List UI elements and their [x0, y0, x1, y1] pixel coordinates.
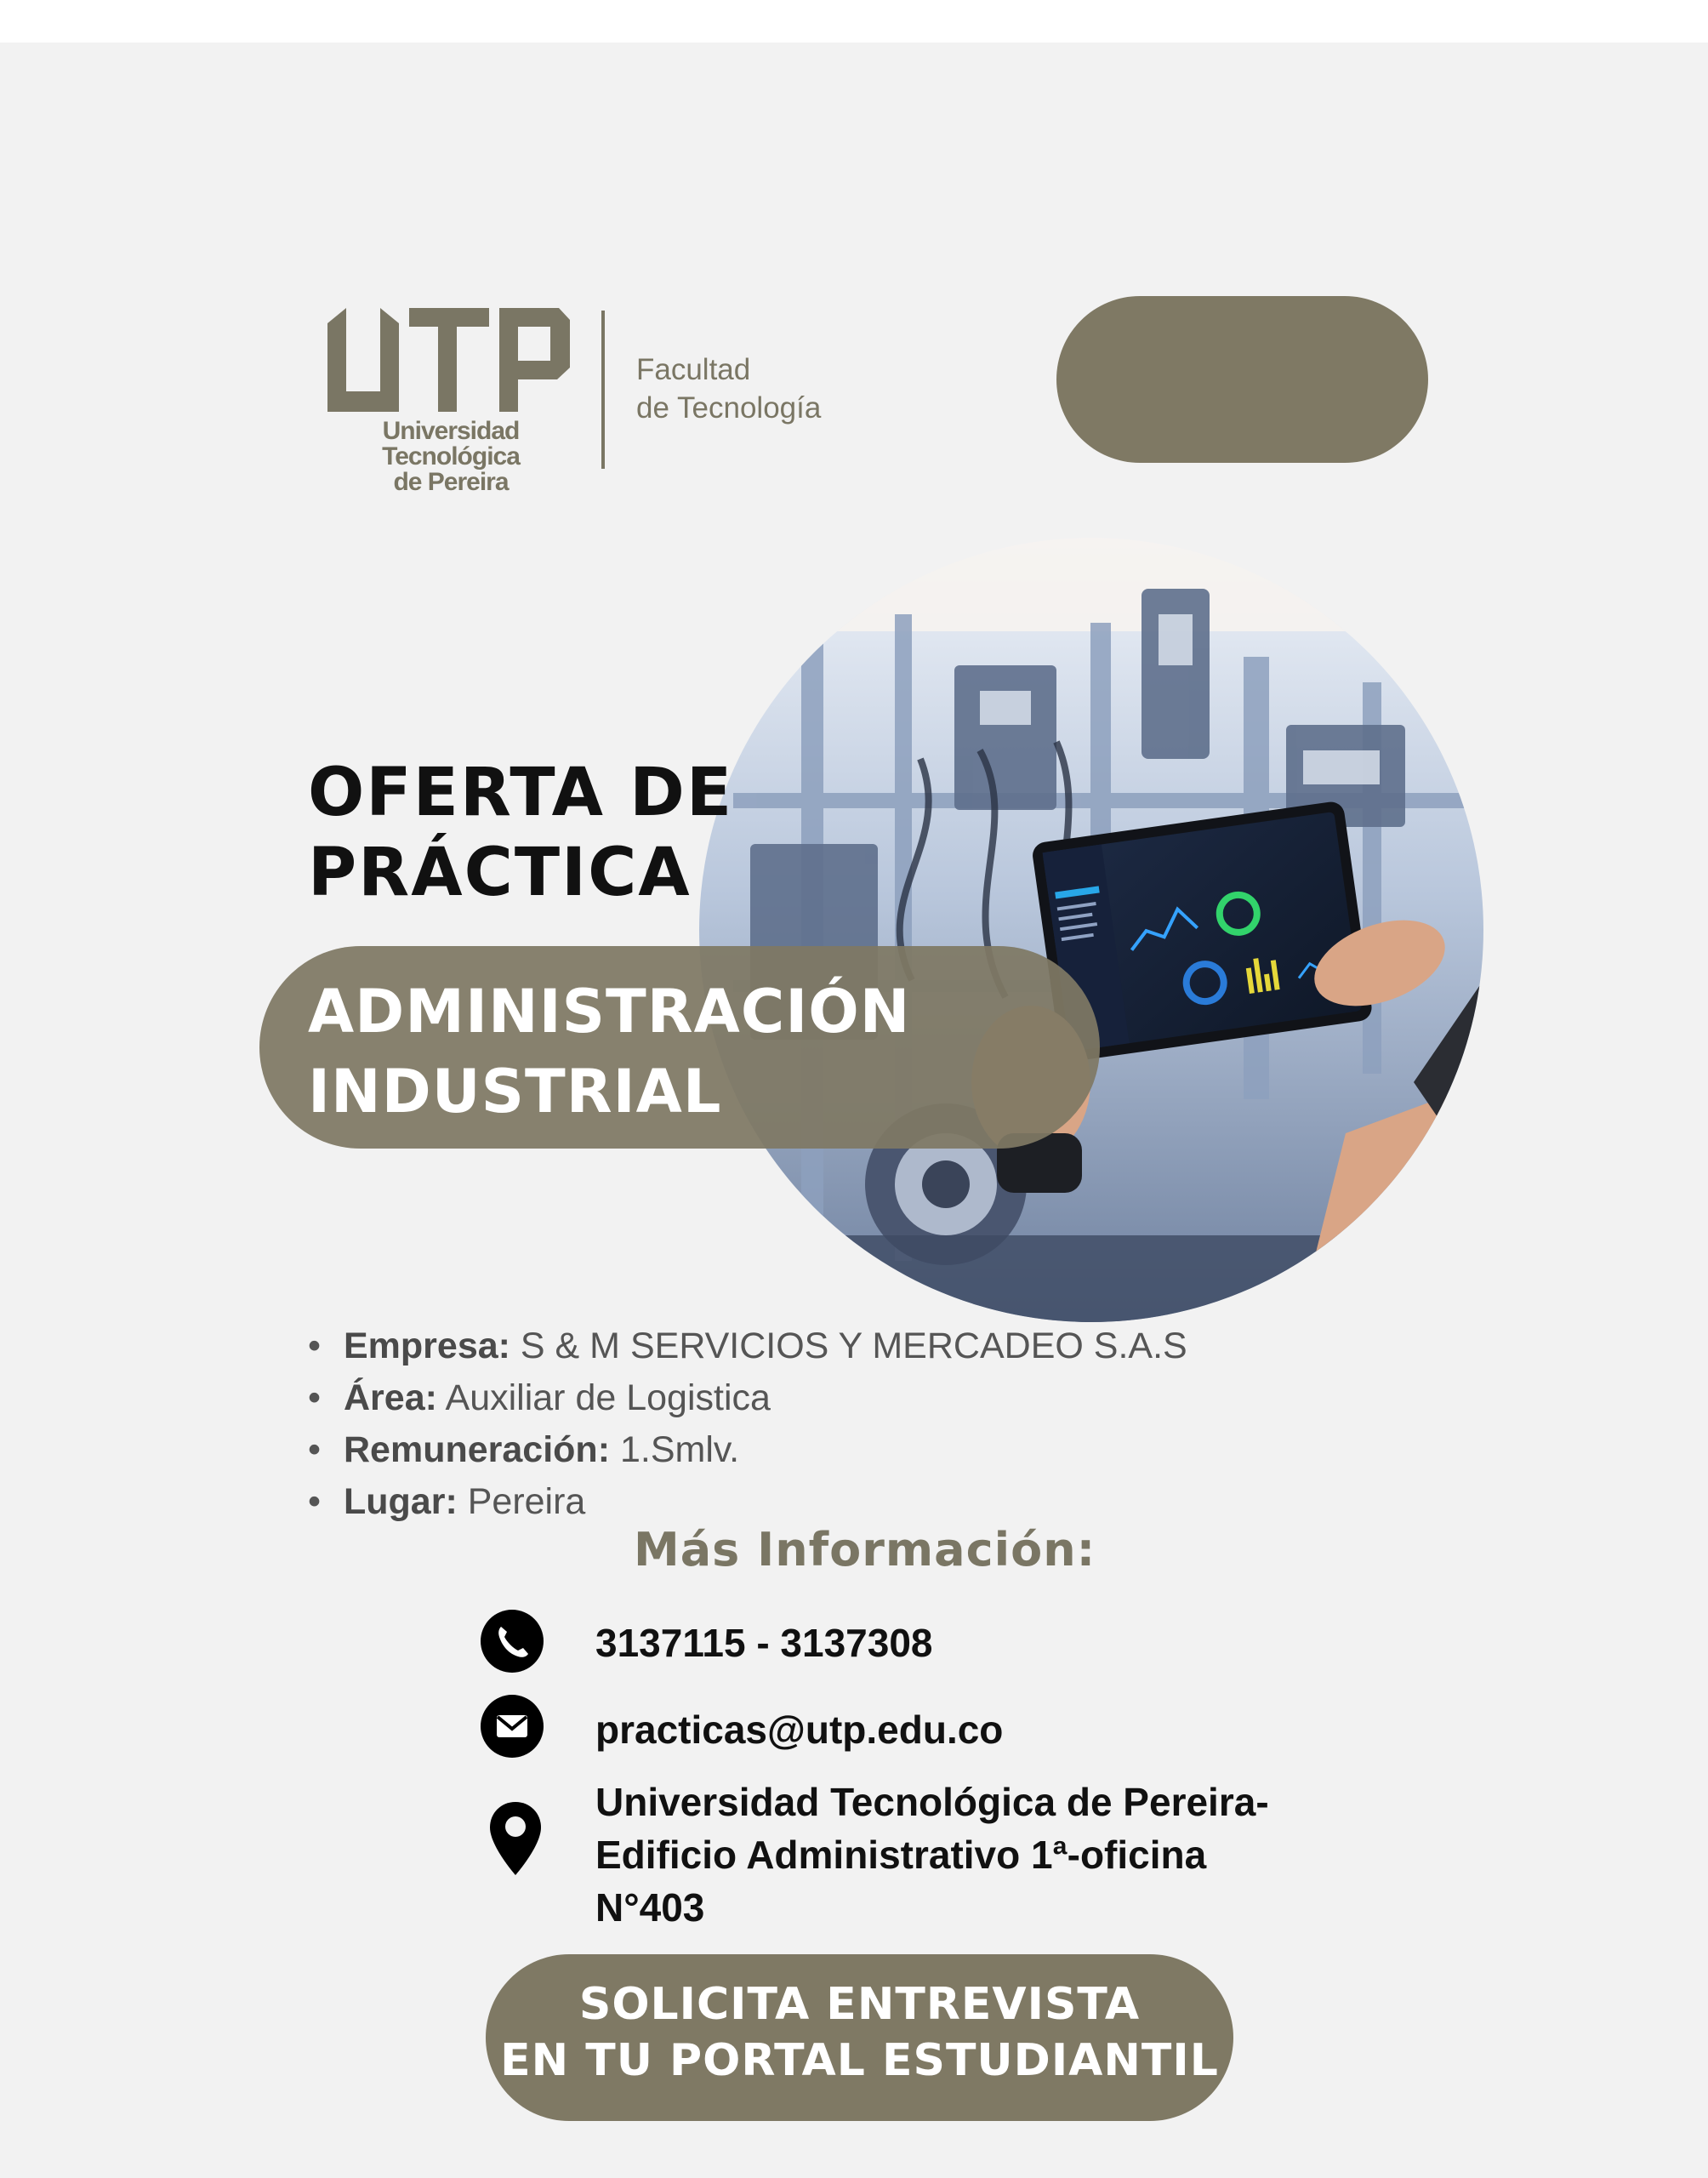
- detail-location-value: Pereira: [457, 1481, 586, 1522]
- program-name-line2: INDUSTRIAL: [308, 1057, 722, 1126]
- offer-title-line1: OFERTA DE: [308, 755, 734, 831]
- bullet-dot: •: [308, 1377, 322, 1418]
- detail-location: [308, 1476, 1244, 1528]
- industrial-tablet-photo: [699, 538, 1483, 1322]
- university-name-line2: de Pereira: [393, 468, 509, 496]
- phone-icon: [481, 1610, 544, 1673]
- program-name-line1: ADMINISTRACIÓN: [308, 977, 911, 1046]
- detail-company: [308, 1320, 1244, 1372]
- apply-interview-line2: EN TU PORTAL ESTUDIANTIL: [500, 2035, 1219, 2086]
- address: [595, 1776, 1269, 1934]
- bullet-dot: •: [308, 1481, 322, 1522]
- email-address[interactable]: practicas@utp.edu.co: [595, 1708, 1004, 1752]
- offer-details-list: [308, 1320, 1244, 1528]
- address-line1: Universidad Tecnológica de Pereira-: [595, 1780, 1269, 1824]
- address-line2: Edificio Administrativo 1ª-oficina: [595, 1833, 1207, 1877]
- faculty-name: [636, 351, 821, 427]
- phone-numbers[interactable]: 3137115 - 3137308: [595, 1621, 933, 1665]
- address-line3: N°403: [595, 1885, 705, 1930]
- program-name: [308, 972, 910, 1132]
- university-name: [323, 419, 578, 495]
- detail-company-value: S & M SERVICIOS Y MERCADEO S.A.S: [510, 1326, 1187, 1366]
- top-decorative-pill: [1056, 296, 1428, 463]
- detail-salary-value: 1.Smlv.: [610, 1429, 740, 1470]
- apply-interview-label[interactable]: [486, 1976, 1233, 2089]
- detail-area-label: Área:: [344, 1377, 437, 1418]
- detail-company-label: Empresa:: [344, 1326, 510, 1366]
- university-name-line1: Universidad Tecnológica: [382, 417, 520, 470]
- offer-title-line2: PRÁCTICA: [308, 835, 692, 911]
- apply-interview-line1: SOLICITA ENTREVISTA: [578, 1979, 1141, 2030]
- bullet-dot: •: [308, 1429, 322, 1470]
- detail-area-value: Auxiliar de Logistica: [436, 1377, 771, 1418]
- more-info-heading: Más Información:: [634, 1523, 1096, 1576]
- utp-logo-icon: [327, 308, 570, 414]
- location-pin-icon: [490, 1802, 541, 1875]
- detail-location-label: Lugar:: [344, 1481, 458, 1522]
- logo-divider: [601, 311, 605, 469]
- detail-area: [308, 1372, 1244, 1424]
- detail-salary: [308, 1424, 1244, 1476]
- offer-title: [308, 753, 733, 913]
- detail-salary-label: Remuneración:: [344, 1429, 611, 1470]
- faculty-name-line2: de Tecnología: [636, 391, 822, 425]
- faculty-name-line1: Facultad: [636, 353, 751, 386]
- email-icon: [481, 1695, 544, 1758]
- bullet-dot: •: [308, 1326, 322, 1366]
